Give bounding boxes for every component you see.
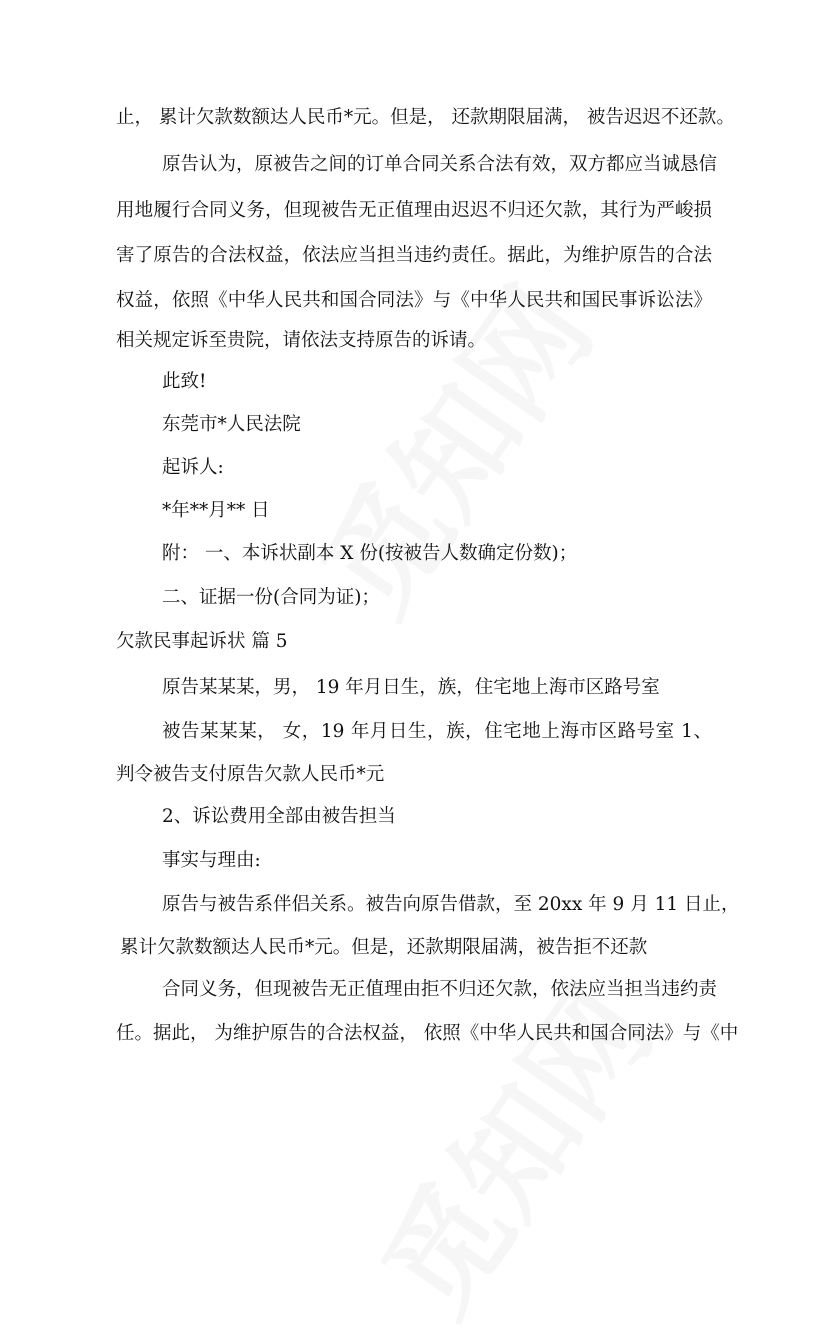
paragraph-line: 被告某某某， 女，19 年月日生，族，住宅地上海市区路号室 1、	[162, 721, 712, 742]
attachment-line: 附： 一、本诉状副本 X 份(按被告人数确定份数)；	[162, 543, 578, 564]
paragraph-line: 合同义务，但现被告无正值理由拒不归还欠款，依法应当担当违约责	[162, 979, 718, 1000]
attachment-line: 二、证据一份(合同为证)；	[162, 587, 380, 608]
plaintiff-signature-label: 起诉人:	[162, 457, 224, 478]
paragraph-line: 2、诉讼费用全部由被告担当	[162, 806, 396, 827]
paragraph-line: 原告认为，原被告之间的订单合同关系合法有效，双方都应当诚恳信	[162, 154, 718, 175]
paragraph-line: 害了原告的合法权益，依法应当担当违约责任。据此，为维护原告的合法	[116, 245, 712, 266]
paragraph-line: 止， 累计欠款数额达人民币*元。但是， 还款期限届满， 被告迟迟不还款。	[116, 107, 735, 128]
paragraph-line: 原告某某某，男， 19 年月日生，族，住宅地上海市区路号室	[162, 677, 660, 698]
salutation: 此致!	[162, 371, 207, 392]
paragraph-line: 原告与被告系伴侣关系。被告向原告借款，至 20xx 年 9 月 11 日止，	[162, 894, 740, 915]
paragraph-line: 相关规定诉至贵院，请依法支持原告的诉请。	[116, 330, 487, 351]
paragraph-line: 用地履行合同义务，但现被告无正值理由迟迟不归还欠款，其行为严峻损	[116, 200, 712, 221]
paragraph-line: 事实与理由:	[162, 850, 261, 871]
paragraph-line: 权益，依照《中华人民共和国合同法》与《中华人民共和国民事诉讼法》	[116, 290, 712, 311]
paragraph-line: 判令被告支付原告欠款人民币*元	[116, 764, 385, 785]
section-heading: 欠款民事起诉状 篇 5	[116, 631, 288, 652]
date-line: *年**月** 日	[162, 500, 270, 521]
paragraph-line: 任。据此， 为维护原告的合法权益， 依照《中华人民共和国合同法》与《中	[116, 1023, 739, 1044]
court-name: 东莞市*人民法院	[162, 414, 301, 435]
watermark	[336, 949, 683, 1343]
paragraph-line: 累计欠款数额达人民币*元。但是，还款期限届满，被告拒不还款	[120, 937, 648, 958]
